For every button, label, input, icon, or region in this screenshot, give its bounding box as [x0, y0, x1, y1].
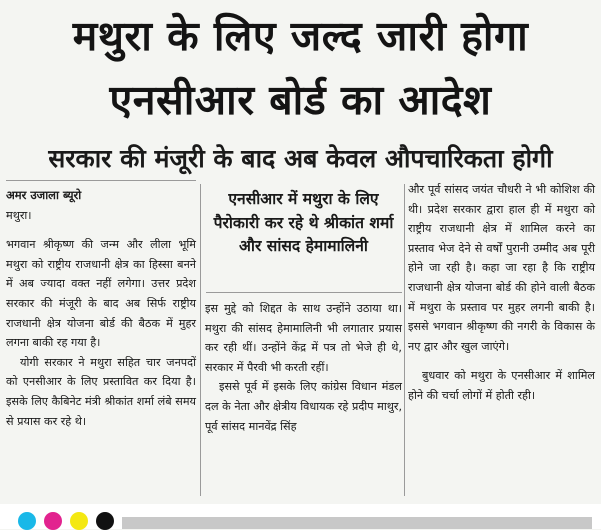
magenta-registration-dot: [44, 512, 62, 530]
column2-paragraph-2: इससे पूर्व में इसके लिए कांग्रेस विधान मंडल दल के नेता और क्षेत्रीय विधायक रहे प्रदीप माथुर, पूर्व सांसद मानवेंद्र सिंह: [205, 380, 402, 433]
column3-paragraph-1: और पूर्व सांसद जयंत चौधरी ने भी कोशिश की थी। प्रदेश सरकार द्वारा हाल ही में मथुरा को राष्ट्रीय राजधानी क्षेत्र में शामिल करने का प्रस्ताव भेज देने से वर्षों पुरानी उम्मीद अब पूरी होने जा रही है। कहा जा रहा है कि राष्ट्रीय राजधानी क्षेत्र योजना बोर्ड की होने वाली बैठक में मथुरा के प्रस्ताव पर मुहर लगनी बाकी है। इससे भगवान श्रीकृष्ण की नगरी के विकास के नए द्वार और खुल जाएंगे।: [408, 183, 595, 353]
article-column-2: [205, 299, 402, 436]
column1-paragraph-1: भगवान श्रीकृष्ण की जन्म और लीला भूमि मथुरा को राष्ट्रीय राजधानी क्षेत्र का हिस्सा बनने में अब ज्यादा वक्त नहीं लगेगा। उत्तर प्रदेश सरकार की मंजूरी के बाद अब सिर्फ राष्ट्रीय राजधानी क्षेत्र योजना बोर्ड की बैठक में मुहर लगना बाकी रह गया है।: [6, 238, 196, 350]
box-heading: एनसीआर में मथुरा के लिए पैरोकारी कर रहे थे श्रीकांत शर्मा और सांसद हेमामालिनी: [213, 190, 394, 255]
grey-scale-bar: [122, 517, 592, 529]
print-color-strip: [0, 504, 601, 529]
headline-line-2: एनसीआर बोर्ड का आदेश: [109, 76, 492, 124]
black-registration-dot: [96, 512, 114, 530]
dateline: मथुरा।: [6, 208, 32, 222]
column2-paragraph-1: इस मुद्दे को शिद्दत के साथ उन्होंने उठाया था। मथुरा की सांसद हेमामालिनी भी लगातार प्रयास कर रही थीं। उन्होंने केंद्र में पत्र तो भेजे ही थे, सरकार में पैरवी भी करती रहीं।: [205, 302, 402, 374]
headline-line-1: मथुरा के लिए जल्द जारी होगा: [72, 12, 529, 60]
article-column-3: [408, 180, 595, 406]
subheadline: सरकार की मंजूरी के बाद अब केवल औपचारिकता होगी: [48, 144, 553, 173]
article-column-1: [6, 186, 196, 431]
column1-paragraph-2: योगी सरकार ने मथुरा सहित चार जनपदों को एनसीआर के लिए प्रस्तावित कर दिया है। इसके लिए कैबिनेट मंत्री श्रीकांत शर्मा लंबे समय से प्रयास कर रहे थे।: [6, 355, 196, 428]
column3-paragraph-2: बुधवार को मथुरा के एनसीआर में शामिल होने की चर्चा लोगों में होती रही।: [408, 369, 595, 402]
box-bottom-divider: [206, 292, 402, 293]
cyan-registration-dot: [18, 512, 36, 530]
column-divider-right: [404, 184, 405, 496]
byline: अमर उजाला ब्यूरो: [6, 188, 82, 202]
column-divider-left: [200, 184, 201, 496]
yellow-registration-dot: [70, 512, 88, 530]
top-divider: [6, 180, 196, 181]
